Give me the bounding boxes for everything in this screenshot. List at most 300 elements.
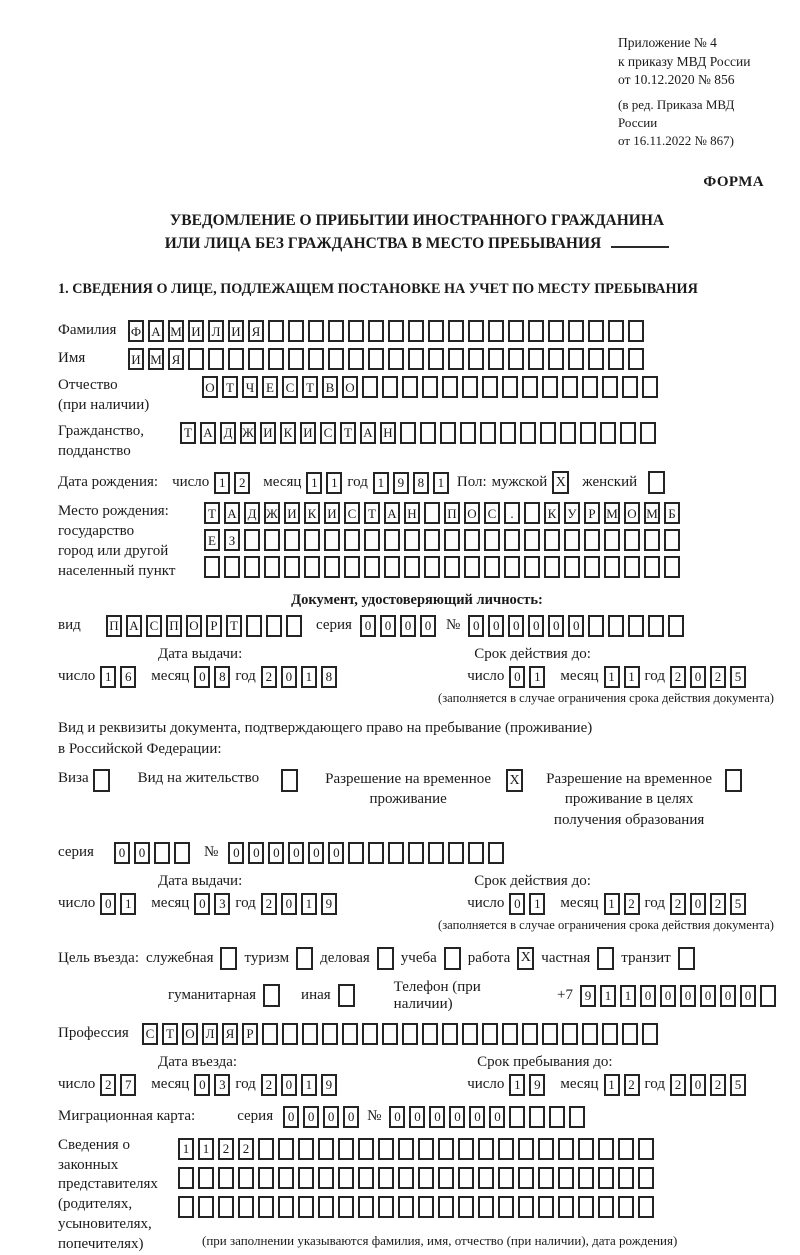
char-cell[interactable]: 0 bbox=[468, 615, 484, 637]
char-cell[interactable]: О bbox=[186, 615, 202, 637]
char-cell[interactable]: 1 bbox=[604, 1074, 620, 1096]
char-cell[interactable]: И bbox=[128, 348, 144, 370]
char-cell[interactable]: В bbox=[322, 376, 338, 398]
char-cell[interactable] bbox=[278, 1196, 294, 1218]
char-cell[interactable] bbox=[618, 1196, 634, 1218]
char-cell[interactable]: 1 bbox=[529, 666, 545, 688]
char-cell[interactable] bbox=[442, 376, 458, 398]
char-cell[interactable] bbox=[398, 1196, 414, 1218]
char-cell[interactable]: 1 bbox=[214, 472, 230, 494]
char-cell[interactable] bbox=[528, 348, 544, 370]
char-cell[interactable]: 0 bbox=[228, 842, 244, 864]
char-cell[interactable]: Ж bbox=[240, 422, 256, 444]
char-cell[interactable] bbox=[642, 1023, 658, 1045]
char-cell[interactable]: 0 bbox=[420, 615, 436, 637]
char-cell[interactable]: 2 bbox=[624, 893, 640, 915]
char-cell[interactable] bbox=[458, 1138, 474, 1160]
char-cell[interactable] bbox=[568, 348, 584, 370]
char-cell[interactable] bbox=[204, 556, 220, 578]
char-cell[interactable]: И bbox=[300, 422, 316, 444]
char-cell[interactable] bbox=[318, 1196, 334, 1218]
char-cell[interactable]: С bbox=[344, 502, 360, 524]
char-cell[interactable]: А bbox=[360, 422, 376, 444]
char-cell[interactable] bbox=[598, 1196, 614, 1218]
char-cell[interactable]: 8 bbox=[214, 666, 230, 688]
char-cell[interactable] bbox=[364, 556, 380, 578]
char-cell[interactable] bbox=[358, 1138, 374, 1160]
char-cell[interactable]: 1 bbox=[178, 1138, 194, 1160]
char-cell[interactable] bbox=[602, 376, 618, 398]
purpose-study-checkbox[interactable] bbox=[444, 947, 461, 970]
char-cell[interactable] bbox=[622, 376, 638, 398]
purpose-business-checkbox[interactable] bbox=[377, 947, 394, 970]
char-cell[interactable]: 0 bbox=[343, 1106, 359, 1128]
char-cell[interactable] bbox=[268, 320, 284, 342]
char-cell[interactable] bbox=[298, 1196, 314, 1218]
char-cell[interactable] bbox=[560, 422, 576, 444]
char-cell[interactable] bbox=[218, 1196, 234, 1218]
char-cell[interactable] bbox=[422, 376, 438, 398]
char-cell[interactable] bbox=[284, 556, 300, 578]
char-cell[interactable] bbox=[538, 1167, 554, 1189]
char-cell[interactable]: Т bbox=[204, 502, 220, 524]
char-cell[interactable] bbox=[324, 529, 340, 551]
char-cell[interactable] bbox=[338, 1138, 354, 1160]
char-cell[interactable] bbox=[562, 376, 578, 398]
char-cell[interactable] bbox=[478, 1138, 494, 1160]
char-cell[interactable] bbox=[424, 529, 440, 551]
char-cell[interactable]: 9 bbox=[393, 472, 409, 494]
char-cell[interactable]: У bbox=[564, 502, 580, 524]
char-cell[interactable] bbox=[388, 842, 404, 864]
char-cell[interactable] bbox=[460, 422, 476, 444]
temp-residence-edu-checkbox[interactable] bbox=[725, 769, 742, 792]
char-cell[interactable] bbox=[488, 320, 504, 342]
char-cell[interactable] bbox=[640, 422, 656, 444]
char-cell[interactable] bbox=[338, 1196, 354, 1218]
char-cell[interactable] bbox=[388, 320, 404, 342]
char-cell[interactable] bbox=[509, 1106, 525, 1128]
char-cell[interactable] bbox=[644, 556, 660, 578]
char-cell[interactable] bbox=[564, 556, 580, 578]
char-cell[interactable] bbox=[368, 842, 384, 864]
char-cell[interactable] bbox=[258, 1167, 274, 1189]
char-cell[interactable] bbox=[488, 348, 504, 370]
char-cell[interactable]: 0 bbox=[194, 1074, 210, 1096]
char-cell[interactable] bbox=[348, 842, 364, 864]
char-cell[interactable] bbox=[378, 1138, 394, 1160]
char-cell[interactable] bbox=[248, 348, 264, 370]
char-cell[interactable] bbox=[508, 320, 524, 342]
char-cell[interactable]: 9 bbox=[529, 1074, 545, 1096]
char-cell[interactable] bbox=[228, 348, 244, 370]
char-cell[interactable]: Я bbox=[168, 348, 184, 370]
char-cell[interactable]: 3 bbox=[214, 893, 230, 915]
char-cell[interactable]: 9 bbox=[321, 893, 337, 915]
char-cell[interactable] bbox=[604, 529, 620, 551]
char-cell[interactable]: 0 bbox=[488, 615, 504, 637]
char-cell[interactable] bbox=[582, 1023, 598, 1045]
char-cell[interactable] bbox=[178, 1196, 194, 1218]
char-cell[interactable]: 0 bbox=[328, 842, 344, 864]
char-cell[interactable] bbox=[638, 1196, 654, 1218]
char-cell[interactable] bbox=[402, 1023, 418, 1045]
char-cell[interactable]: М bbox=[644, 502, 660, 524]
char-cell[interactable]: И bbox=[188, 320, 204, 342]
char-cell[interactable]: 2 bbox=[261, 1074, 277, 1096]
char-cell[interactable] bbox=[608, 348, 624, 370]
char-cell[interactable]: Р bbox=[206, 615, 222, 637]
char-cell[interactable] bbox=[264, 556, 280, 578]
char-cell[interactable] bbox=[244, 529, 260, 551]
char-cell[interactable]: 2 bbox=[710, 666, 726, 688]
char-cell[interactable] bbox=[344, 556, 360, 578]
char-cell[interactable] bbox=[478, 1196, 494, 1218]
char-cell[interactable] bbox=[578, 1138, 594, 1160]
char-cell[interactable] bbox=[468, 320, 484, 342]
char-cell[interactable]: Л bbox=[208, 320, 224, 342]
char-cell[interactable]: 1 bbox=[198, 1138, 214, 1160]
char-cell[interactable] bbox=[508, 348, 524, 370]
char-cell[interactable] bbox=[298, 1167, 314, 1189]
char-cell[interactable] bbox=[542, 1023, 558, 1045]
char-cell[interactable] bbox=[324, 556, 340, 578]
char-cell[interactable]: 0 bbox=[508, 615, 524, 637]
char-cell[interactable] bbox=[438, 1167, 454, 1189]
char-cell[interactable] bbox=[524, 529, 540, 551]
char-cell[interactable] bbox=[462, 1023, 478, 1045]
char-cell[interactable]: С bbox=[142, 1023, 158, 1045]
char-cell[interactable]: . bbox=[504, 502, 520, 524]
temp-residence-checkbox[interactable]: X bbox=[506, 769, 523, 792]
char-cell[interactable]: 0 bbox=[690, 666, 706, 688]
char-cell[interactable] bbox=[760, 985, 776, 1007]
char-cell[interactable] bbox=[278, 1138, 294, 1160]
char-cell[interactable]: 0 bbox=[528, 615, 544, 637]
char-cell[interactable] bbox=[520, 422, 536, 444]
char-cell[interactable]: С bbox=[282, 376, 298, 398]
char-cell[interactable] bbox=[348, 320, 364, 342]
char-cell[interactable]: Т bbox=[162, 1023, 178, 1045]
char-cell[interactable] bbox=[384, 556, 400, 578]
visa-checkbox[interactable] bbox=[93, 769, 110, 792]
char-cell[interactable]: 0 bbox=[509, 893, 525, 915]
char-cell[interactable]: Б bbox=[664, 502, 680, 524]
char-cell[interactable] bbox=[322, 1023, 338, 1045]
char-cell[interactable]: 0 bbox=[429, 1106, 445, 1128]
char-cell[interactable] bbox=[648, 615, 664, 637]
char-cell[interactable] bbox=[668, 615, 684, 637]
purpose-transit-checkbox[interactable] bbox=[678, 947, 695, 970]
char-cell[interactable] bbox=[368, 320, 384, 342]
char-cell[interactable] bbox=[580, 422, 596, 444]
char-cell[interactable]: И bbox=[324, 502, 340, 524]
char-cell[interactable]: Я bbox=[248, 320, 264, 342]
char-cell[interactable]: М bbox=[168, 320, 184, 342]
char-cell[interactable]: 8 bbox=[321, 666, 337, 688]
char-cell[interactable]: 5 bbox=[730, 1074, 746, 1096]
char-cell[interactable] bbox=[504, 529, 520, 551]
char-cell[interactable]: 0 bbox=[680, 985, 696, 1007]
char-cell[interactable]: Л bbox=[202, 1023, 218, 1045]
char-cell[interactable]: 0 bbox=[640, 985, 656, 1007]
char-cell[interactable] bbox=[464, 529, 480, 551]
char-cell[interactable] bbox=[444, 529, 460, 551]
char-cell[interactable] bbox=[198, 1167, 214, 1189]
char-cell[interactable]: 1 bbox=[301, 893, 317, 915]
char-cell[interactable]: 0 bbox=[134, 842, 150, 864]
char-cell[interactable]: Е bbox=[262, 376, 278, 398]
char-cell[interactable]: 0 bbox=[400, 615, 416, 637]
char-cell[interactable] bbox=[362, 1023, 378, 1045]
char-cell[interactable] bbox=[400, 422, 416, 444]
char-cell[interactable]: 2 bbox=[234, 472, 250, 494]
char-cell[interactable]: 2 bbox=[238, 1138, 254, 1160]
char-cell[interactable] bbox=[364, 529, 380, 551]
char-cell[interactable] bbox=[622, 1023, 638, 1045]
char-cell[interactable] bbox=[618, 1167, 634, 1189]
char-cell[interactable] bbox=[266, 615, 282, 637]
char-cell[interactable]: 2 bbox=[710, 893, 726, 915]
char-cell[interactable] bbox=[304, 556, 320, 578]
char-cell[interactable] bbox=[308, 320, 324, 342]
char-cell[interactable]: 2 bbox=[670, 1074, 686, 1096]
char-cell[interactable]: 8 bbox=[413, 472, 429, 494]
char-cell[interactable]: П bbox=[166, 615, 182, 637]
char-cell[interactable] bbox=[569, 1106, 585, 1128]
char-cell[interactable] bbox=[482, 1023, 498, 1045]
char-cell[interactable]: 2 bbox=[670, 666, 686, 688]
char-cell[interactable] bbox=[564, 529, 580, 551]
char-cell[interactable] bbox=[528, 320, 544, 342]
char-cell[interactable]: О bbox=[624, 502, 640, 524]
char-cell[interactable]: С bbox=[146, 615, 162, 637]
char-cell[interactable] bbox=[448, 348, 464, 370]
char-cell[interactable]: 5 bbox=[730, 893, 746, 915]
char-cell[interactable] bbox=[624, 529, 640, 551]
char-cell[interactable] bbox=[502, 376, 518, 398]
char-cell[interactable] bbox=[304, 529, 320, 551]
char-cell[interactable]: О bbox=[342, 376, 358, 398]
char-cell[interactable] bbox=[428, 842, 444, 864]
char-cell[interactable] bbox=[518, 1196, 534, 1218]
char-cell[interactable] bbox=[618, 1138, 634, 1160]
char-cell[interactable] bbox=[302, 1023, 318, 1045]
char-cell[interactable]: 0 bbox=[740, 985, 756, 1007]
char-cell[interactable]: 0 bbox=[288, 842, 304, 864]
char-cell[interactable]: Ч bbox=[242, 376, 258, 398]
char-cell[interactable] bbox=[504, 556, 520, 578]
char-cell[interactable] bbox=[298, 1138, 314, 1160]
char-cell[interactable] bbox=[362, 376, 378, 398]
char-cell[interactable]: 0 bbox=[449, 1106, 465, 1128]
char-cell[interactable]: 1 bbox=[326, 472, 342, 494]
residence-permit-checkbox[interactable] bbox=[281, 769, 298, 792]
char-cell[interactable] bbox=[408, 842, 424, 864]
char-cell[interactable] bbox=[444, 556, 460, 578]
char-cell[interactable]: К bbox=[280, 422, 296, 444]
char-cell[interactable]: 2 bbox=[261, 893, 277, 915]
char-cell[interactable] bbox=[238, 1196, 254, 1218]
char-cell[interactable] bbox=[529, 1106, 545, 1128]
char-cell[interactable] bbox=[558, 1196, 574, 1218]
char-cell[interactable]: Р bbox=[242, 1023, 258, 1045]
char-cell[interactable] bbox=[664, 556, 680, 578]
char-cell[interactable] bbox=[482, 376, 498, 398]
char-cell[interactable]: 2 bbox=[710, 1074, 726, 1096]
char-cell[interactable]: 2 bbox=[218, 1138, 234, 1160]
char-cell[interactable]: З bbox=[224, 529, 240, 551]
char-cell[interactable] bbox=[488, 842, 504, 864]
char-cell[interactable]: 1 bbox=[100, 666, 116, 688]
char-cell[interactable] bbox=[628, 320, 644, 342]
char-cell[interactable]: 2 bbox=[670, 893, 686, 915]
char-cell[interactable]: Н bbox=[380, 422, 396, 444]
char-cell[interactable]: 1 bbox=[433, 472, 449, 494]
char-cell[interactable] bbox=[440, 422, 456, 444]
char-cell[interactable] bbox=[484, 556, 500, 578]
char-cell[interactable] bbox=[522, 376, 538, 398]
char-cell[interactable]: 0 bbox=[389, 1106, 405, 1128]
char-cell[interactable]: И bbox=[228, 320, 244, 342]
char-cell[interactable] bbox=[278, 1167, 294, 1189]
char-cell[interactable]: 0 bbox=[100, 893, 116, 915]
char-cell[interactable] bbox=[562, 1023, 578, 1045]
char-cell[interactable]: А bbox=[224, 502, 240, 524]
char-cell[interactable] bbox=[478, 1167, 494, 1189]
char-cell[interactable] bbox=[348, 348, 364, 370]
char-cell[interactable] bbox=[438, 1196, 454, 1218]
char-cell[interactable]: 0 bbox=[281, 893, 297, 915]
char-cell[interactable]: 2 bbox=[100, 1074, 116, 1096]
char-cell[interactable]: 3 bbox=[214, 1074, 230, 1096]
char-cell[interactable] bbox=[378, 1196, 394, 1218]
char-cell[interactable]: 0 bbox=[283, 1106, 299, 1128]
char-cell[interactable]: 0 bbox=[690, 1074, 706, 1096]
char-cell[interactable]: П bbox=[106, 615, 122, 637]
char-cell[interactable]: И bbox=[260, 422, 276, 444]
char-cell[interactable] bbox=[308, 348, 324, 370]
purpose-private-checkbox[interactable] bbox=[597, 947, 614, 970]
char-cell[interactable]: С bbox=[484, 502, 500, 524]
char-cell[interactable]: 0 bbox=[323, 1106, 339, 1128]
char-cell[interactable] bbox=[664, 529, 680, 551]
char-cell[interactable] bbox=[448, 842, 464, 864]
char-cell[interactable] bbox=[549, 1106, 565, 1128]
char-cell[interactable] bbox=[604, 556, 620, 578]
char-cell[interactable] bbox=[404, 529, 420, 551]
char-cell[interactable] bbox=[402, 376, 418, 398]
char-cell[interactable]: 0 bbox=[409, 1106, 425, 1128]
char-cell[interactable] bbox=[588, 320, 604, 342]
char-cell[interactable]: 7 bbox=[120, 1074, 136, 1096]
char-cell[interactable] bbox=[258, 1138, 274, 1160]
char-cell[interactable]: 0 bbox=[548, 615, 564, 637]
char-cell[interactable] bbox=[638, 1167, 654, 1189]
char-cell[interactable]: 0 bbox=[248, 842, 264, 864]
char-cell[interactable] bbox=[538, 1138, 554, 1160]
char-cell[interactable]: 1 bbox=[620, 985, 636, 1007]
char-cell[interactable] bbox=[598, 1167, 614, 1189]
char-cell[interactable] bbox=[468, 348, 484, 370]
char-cell[interactable] bbox=[568, 320, 584, 342]
char-cell[interactable] bbox=[286, 615, 302, 637]
char-cell[interactable] bbox=[258, 1196, 274, 1218]
char-cell[interactable] bbox=[338, 1167, 354, 1189]
char-cell[interactable] bbox=[558, 1138, 574, 1160]
char-cell[interactable] bbox=[244, 556, 260, 578]
char-cell[interactable] bbox=[342, 1023, 358, 1045]
char-cell[interactable]: 0 bbox=[281, 1074, 297, 1096]
char-cell[interactable]: Е bbox=[204, 529, 220, 551]
char-cell[interactable]: А bbox=[126, 615, 142, 637]
char-cell[interactable] bbox=[428, 348, 444, 370]
char-cell[interactable] bbox=[328, 320, 344, 342]
char-cell[interactable]: 1 bbox=[529, 893, 545, 915]
char-cell[interactable]: Т bbox=[364, 502, 380, 524]
char-cell[interactable]: 0 bbox=[568, 615, 584, 637]
sex-male-checkbox[interactable]: X bbox=[552, 471, 569, 494]
char-cell[interactable] bbox=[542, 376, 558, 398]
char-cell[interactable] bbox=[154, 842, 170, 864]
char-cell[interactable] bbox=[484, 529, 500, 551]
purpose-work-checkbox[interactable]: X bbox=[517, 947, 534, 970]
char-cell[interactable]: 1 bbox=[301, 666, 317, 688]
char-cell[interactable]: О bbox=[182, 1023, 198, 1045]
char-cell[interactable]: 0 bbox=[690, 893, 706, 915]
char-cell[interactable]: Т bbox=[226, 615, 242, 637]
char-cell[interactable] bbox=[498, 1167, 514, 1189]
char-cell[interactable]: Т bbox=[222, 376, 238, 398]
char-cell[interactable] bbox=[424, 556, 440, 578]
char-cell[interactable]: Д bbox=[244, 502, 260, 524]
char-cell[interactable] bbox=[198, 1196, 214, 1218]
char-cell[interactable]: 6 bbox=[120, 666, 136, 688]
char-cell[interactable]: Н bbox=[404, 502, 420, 524]
char-cell[interactable] bbox=[582, 376, 598, 398]
char-cell[interactable] bbox=[388, 348, 404, 370]
char-cell[interactable] bbox=[284, 529, 300, 551]
char-cell[interactable]: 0 bbox=[360, 615, 376, 637]
char-cell[interactable] bbox=[188, 348, 204, 370]
char-cell[interactable] bbox=[578, 1167, 594, 1189]
char-cell[interactable]: 0 bbox=[720, 985, 736, 1007]
char-cell[interactable] bbox=[318, 1138, 334, 1160]
char-cell[interactable] bbox=[502, 1023, 518, 1045]
char-cell[interactable] bbox=[408, 320, 424, 342]
char-cell[interactable] bbox=[628, 348, 644, 370]
char-cell[interactable] bbox=[438, 1138, 454, 1160]
char-cell[interactable] bbox=[518, 1167, 534, 1189]
char-cell[interactable] bbox=[368, 348, 384, 370]
char-cell[interactable]: О bbox=[464, 502, 480, 524]
char-cell[interactable] bbox=[584, 556, 600, 578]
char-cell[interactable]: М bbox=[604, 502, 620, 524]
char-cell[interactable] bbox=[382, 1023, 398, 1045]
char-cell[interactable]: А bbox=[200, 422, 216, 444]
char-cell[interactable] bbox=[540, 422, 556, 444]
char-cell[interactable] bbox=[384, 529, 400, 551]
char-cell[interactable] bbox=[624, 556, 640, 578]
char-cell[interactable] bbox=[600, 422, 616, 444]
char-cell[interactable]: 1 bbox=[301, 1074, 317, 1096]
char-cell[interactable] bbox=[584, 529, 600, 551]
char-cell[interactable]: 1 bbox=[604, 893, 620, 915]
char-cell[interactable]: А bbox=[148, 320, 164, 342]
char-cell[interactable] bbox=[480, 422, 496, 444]
char-cell[interactable] bbox=[462, 376, 478, 398]
char-cell[interactable] bbox=[588, 348, 604, 370]
